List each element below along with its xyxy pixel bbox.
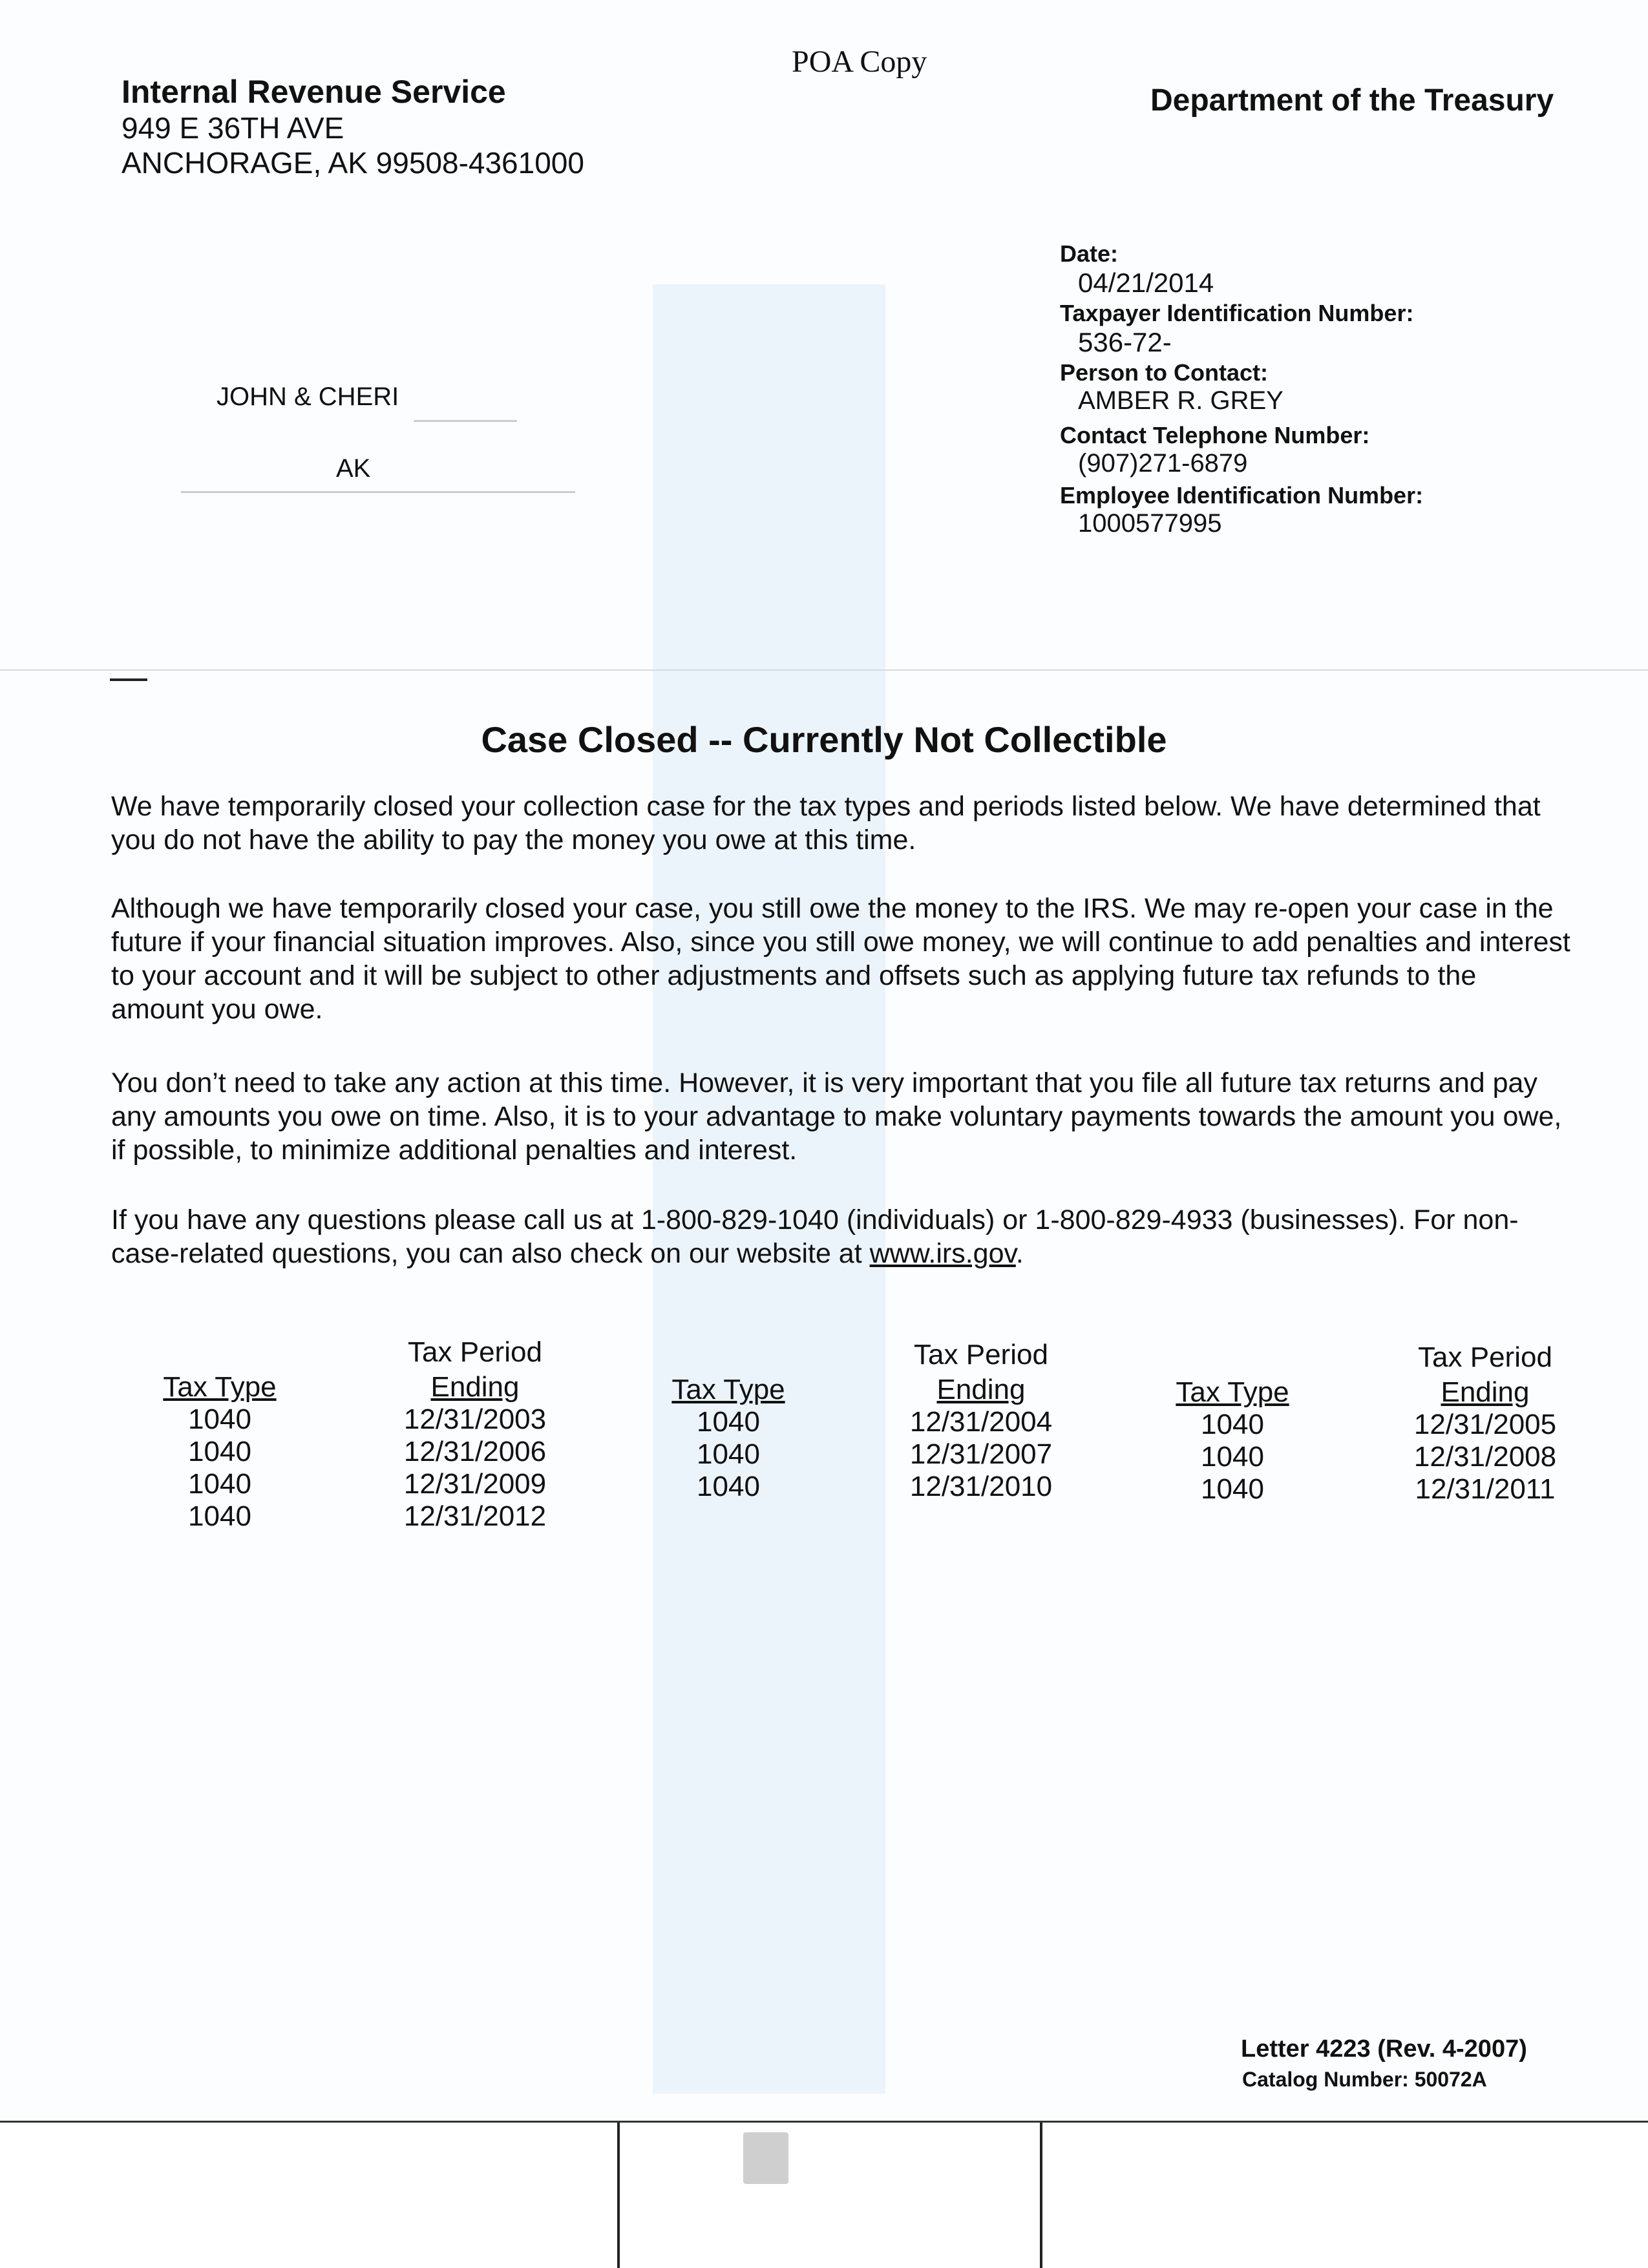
table-cell-period: 12/31/2007	[909, 1438, 1053, 1470]
recipient-line-2: AK	[336, 454, 371, 483]
table-cell-type: 1040	[697, 1438, 760, 1470]
tax-type-header-3	[1142, 1375, 1323, 1410]
tax-period-header-label: Tax Period	[408, 1336, 542, 1368]
paragraph-4	[111, 1203, 1572, 1270]
redaction-mark	[414, 420, 517, 422]
tax-period-column-1	[359, 1403, 591, 1533]
table-cell-period: 12/31/2003	[403, 1403, 547, 1435]
letter-title: Case Closed -- Currently Not Collectible	[481, 719, 1167, 760]
tax-period-ending-label: Ending	[430, 1371, 520, 1403]
paragraph-4-text: If you have any questions please call us at 1-800-829-1040 (individuals) or 1-800-829-4933 (businesses). For non-case-related questions, you can also check on our website at	[111, 1204, 1519, 1269]
tax-period-column-3	[1369, 1409, 1601, 1506]
poa-copy-label: POA Copy	[792, 45, 927, 79]
paragraph-1: We have temporarily closed your collection case for the tax types and periods listed below. We have determined that you do not have the ability to pay the money you owe at this time.	[111, 791, 1541, 856]
sender-address-1: 949 E 36TH AVE	[121, 111, 344, 145]
table-cell-period: 12/31/2004	[909, 1406, 1053, 1438]
tax-period-column-2	[865, 1406, 1097, 1503]
fold-line	[0, 669, 1648, 671]
employee-id-value: 1000577995	[1078, 509, 1222, 538]
paragraph-4-end: .	[1015, 1238, 1024, 1269]
irs-website-link[interactable]: www.irs.gov	[869, 1238, 1016, 1269]
table-cell-type: 1040	[697, 1471, 760, 1502]
table-cell-type: 1040	[188, 1436, 251, 1467]
tax-type-column-2	[638, 1406, 819, 1503]
tin-label: Taxpayer Identification Number:	[1060, 300, 1414, 326]
scan-shading	[653, 284, 885, 2094]
film-icon	[743, 2132, 788, 2184]
table-cell-period: 12/31/2009	[403, 1468, 547, 1500]
tax-type-header-2	[638, 1372, 819, 1407]
tax-period-header-1	[359, 1335, 591, 1405]
tax-type-header-label: Tax Type	[671, 1374, 785, 1405]
tax-type-header-label: Tax Type	[163, 1371, 277, 1403]
tax-period-ending-label: Ending	[1441, 1376, 1530, 1408]
department-name: Department of the Treasury	[1150, 83, 1554, 118]
phone-value: (907)271-6879	[1078, 449, 1248, 478]
table-cell-period: 12/31/2012	[403, 1500, 547, 1532]
table-cell-type: 1040	[1201, 1441, 1264, 1473]
tax-period-header-label: Tax Period	[1418, 1341, 1552, 1373]
paragraph-2: Although we have temporarily closed your case, you still owe the money to the IRS. We may re-open your case in the future if your financial situation improves. Also, since you still owe money, we will continue to add penalties and interest to your account and it will be subject to other adjustments and offsets such as applying future tax refunds to the amount you owe.	[111, 893, 1570, 1025]
table-cell-type: 1040	[1201, 1409, 1264, 1440]
tax-type-column-3	[1142, 1409, 1323, 1506]
tax-period-header-3	[1369, 1340, 1601, 1410]
table-cell-period: 12/31/2005	[1413, 1409, 1557, 1440]
employee-id-label: Employee Identification Number:	[1060, 482, 1424, 509]
table-cell-period: 12/31/2008	[1413, 1441, 1557, 1473]
tax-type-header-1	[129, 1370, 310, 1405]
phone-label: Contact Telephone Number:	[1060, 422, 1370, 448]
scanner-tab	[617, 2123, 1042, 2268]
sender-address-2: ANCHORAGE, AK 99508-4361000	[121, 146, 584, 180]
table-cell-period: 12/31/2011	[1415, 1473, 1556, 1505]
tax-period-header-2	[865, 1338, 1097, 1407]
date-value: 04/21/2014	[1078, 268, 1214, 298]
tin-value: 536-72-	[1078, 327, 1172, 357]
tax-period-header-label: Tax Period	[914, 1339, 1048, 1370]
recipient-line-1: JOHN & CHERI	[217, 383, 399, 411]
table-cell-type: 1040	[1201, 1473, 1264, 1505]
sender-name: Internal Revenue Service	[121, 74, 506, 110]
table-cell-type: 1040	[188, 1468, 251, 1500]
separator-dash	[110, 678, 147, 681]
table-cell-type: 1040	[188, 1403, 251, 1435]
contact-label: Person to Contact:	[1060, 359, 1269, 386]
table-cell-period: 12/31/2010	[909, 1471, 1053, 1502]
table-cell-period: 12/31/2006	[403, 1436, 547, 1467]
catalog-number: Catalog Number: 50072A	[1242, 2068, 1487, 2091]
contact-value: AMBER R. GREY	[1078, 386, 1284, 415]
redaction-mark	[181, 491, 575, 493]
table-cell-type: 1040	[697, 1406, 760, 1438]
paragraph-3: You don’t need to take any action at this time. However, it is very important that you file all future tax returns and pay any amounts you owe on time. Also, it is to your advantage to make voluntary payments towards the amount you owe, if possible, to minimize additional penalties and interest.	[111, 1067, 1562, 1166]
table-cell-type: 1040	[188, 1500, 251, 1532]
sender-block	[121, 73, 584, 180]
tax-type-header-label: Tax Type	[1176, 1376, 1289, 1408]
info-block	[1060, 240, 1629, 538]
letter-number: Letter 4223 (Rev. 4-2007)	[1241, 2035, 1527, 2063]
tax-type-column-1	[129, 1403, 310, 1533]
tax-period-ending-label: Ending	[936, 1374, 1026, 1405]
date-label: Date:	[1060, 240, 1119, 267]
